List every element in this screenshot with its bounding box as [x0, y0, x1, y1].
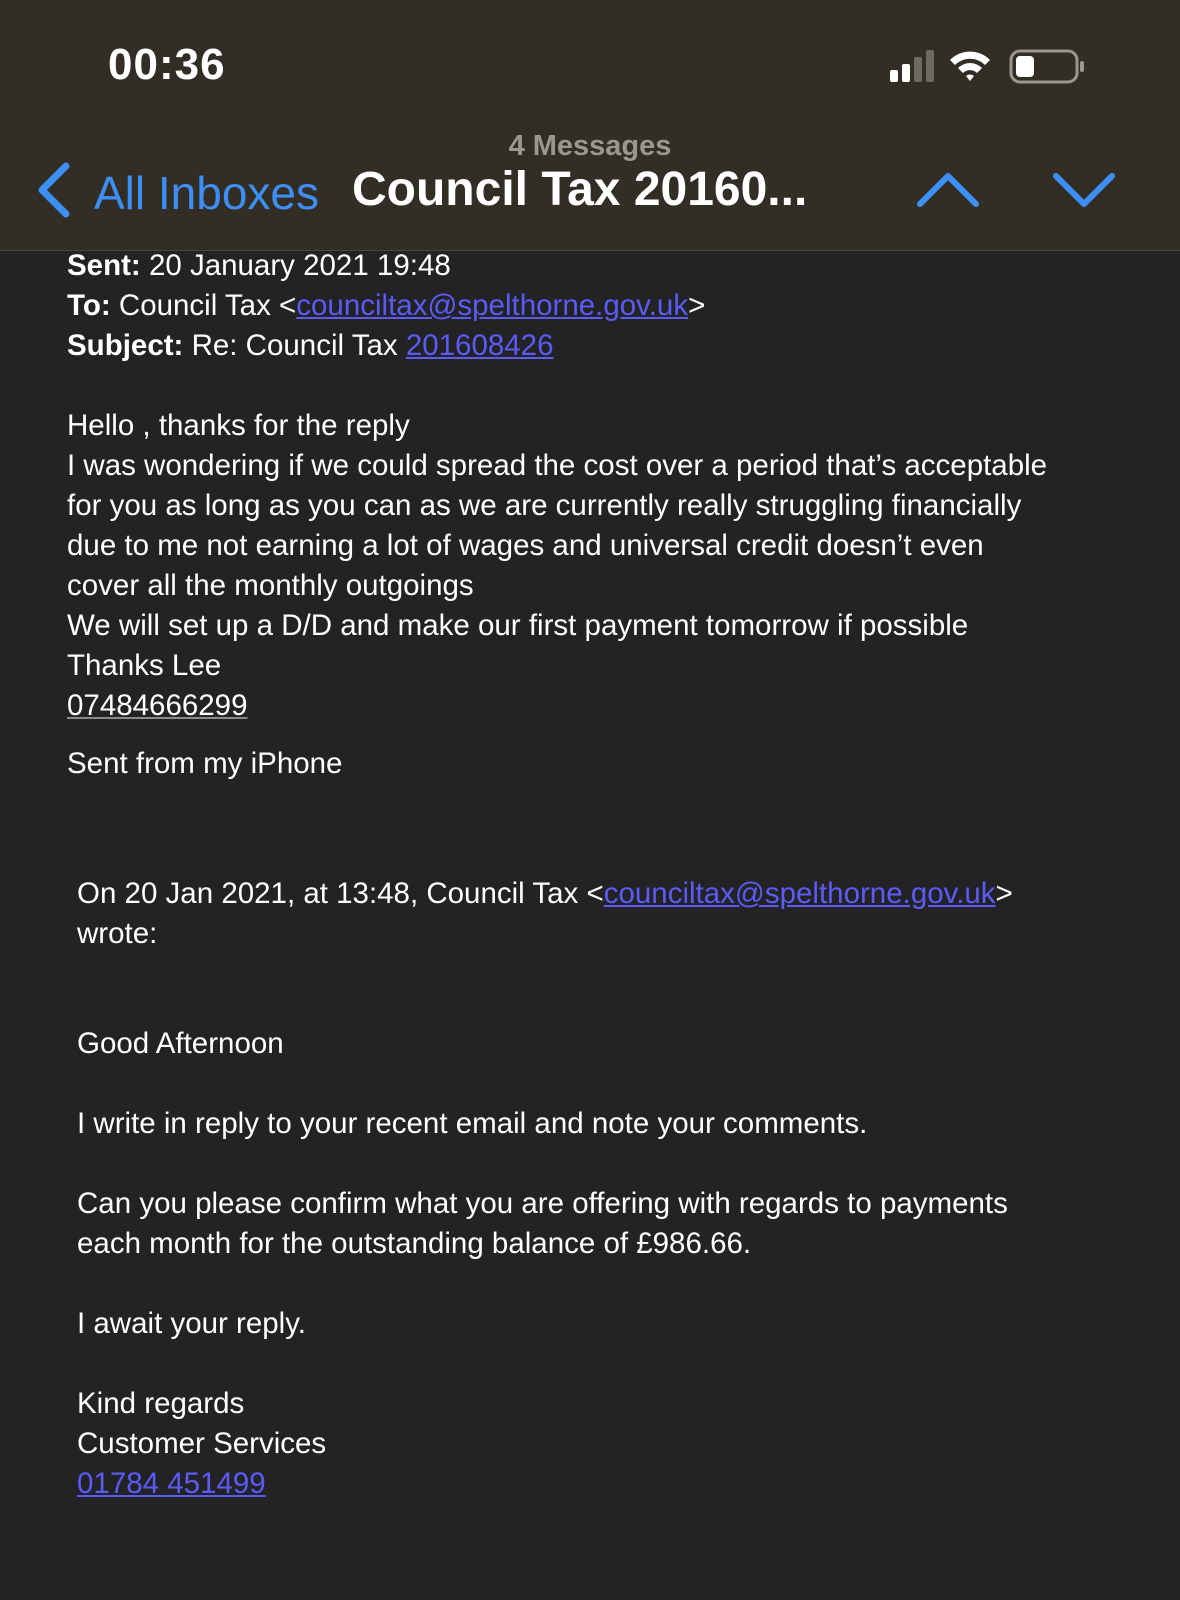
sent-from-signature: Sent from my iPhone: [67, 747, 343, 780]
email-body-line: due to me not earning a lot of wages and universal credit doesn’t even: [67, 529, 984, 562]
battery-icon: [1011, 51, 1084, 82]
quoted-paragraph-line: Can you please confirm what you are offering with regards to payments: [77, 1187, 1008, 1220]
message-count: 4 Messages: [508, 130, 672, 162]
quoted-header: [77, 874, 1137, 914]
email-body: [67, 246, 1137, 784]
spacer: [77, 1264, 1137, 1304]
quoted-paragraph: I write in reply to your recent email and note your comments.: [77, 1107, 868, 1140]
next-message-button[interactable]: [1052, 170, 1116, 215]
subject-label: Subject:: [67, 329, 184, 362]
back-button-label: All Inboxes: [94, 166, 320, 219]
navigation-header: [0, 0, 1180, 251]
cellular-signal-icon: [890, 50, 934, 82]
to-label: To:: [67, 289, 111, 322]
spacer: [67, 366, 1137, 406]
subject-line: [67, 326, 1137, 366]
status-icons: [890, 48, 1090, 93]
spacer: [77, 1144, 1137, 1184]
email-body-line: I was wondering if we could spread the cost over a period that’s acceptable: [67, 449, 1048, 482]
sender-phone-number[interactable]: 07484666299: [67, 689, 248, 722]
quoted-team: Customer Services: [77, 1427, 327, 1460]
sent-value: 20 January 2021 19:48: [148, 249, 451, 282]
back-button[interactable]: [36, 162, 319, 223]
quoted-phone-line: [77, 1464, 1137, 1504]
quoted-paragraph: I await your reply.: [77, 1307, 306, 1340]
quoted-header-suffix: >: [995, 877, 1013, 910]
quoted-message: [77, 874, 1137, 1504]
quoted-email-link[interactable]: counciltax@spelthorne.gov.uk: [603, 877, 996, 910]
email-greeting: Hello , thanks for the reply: [67, 409, 410, 442]
sent-line: [67, 246, 1137, 286]
sent-label: Sent:: [67, 249, 141, 282]
quoted-header-prefix: On 20 Jan 2021, at 13:48, Council Tax <: [77, 877, 604, 910]
spacer: [77, 1064, 1137, 1104]
quoted-phone-link[interactable]: 01784 451499: [77, 1467, 266, 1500]
sender-phone-line: [67, 686, 1137, 726]
chevron-up-icon: [916, 197, 980, 214]
spacer: [77, 954, 1137, 1024]
thread-title: Council Tax 20160...: [352, 163, 808, 216]
chevron-left-icon: [36, 162, 72, 223]
quoted-greeting: Good Afternoon: [77, 1027, 284, 1060]
status-time: 00:36: [108, 40, 226, 89]
wifi-icon: [950, 52, 990, 81]
to-name: Council Tax <: [118, 289, 297, 322]
email-body-line: cover all the monthly outgoings: [67, 569, 474, 602]
spacer: [77, 1344, 1137, 1384]
chevron-down-icon: [1052, 197, 1116, 214]
email-signoff: Thanks Lee: [67, 649, 222, 682]
subject-prefix: Re: Council Tax: [191, 329, 406, 362]
to-email-link[interactable]: counciltax@spelthorne.gov.uk: [296, 289, 689, 322]
quoted-paragraph-line: each month for the outstanding balance of £986.66.: [77, 1227, 752, 1260]
to-close: >: [688, 289, 706, 322]
email-body-line: We will set up a D/D and make our first payment tomorrow if possible: [67, 609, 969, 642]
to-line: [67, 286, 1137, 326]
subject-reference-link[interactable]: 201608426: [405, 329, 554, 362]
email-body-line: for you as long as you can as we are currently really struggling financially: [67, 489, 1022, 522]
quoted-closing: Kind regards: [77, 1387, 245, 1420]
quoted-header-wrote: wrote:: [77, 917, 158, 950]
spacer: [67, 726, 1137, 744]
previous-message-button[interactable]: [916, 170, 980, 215]
